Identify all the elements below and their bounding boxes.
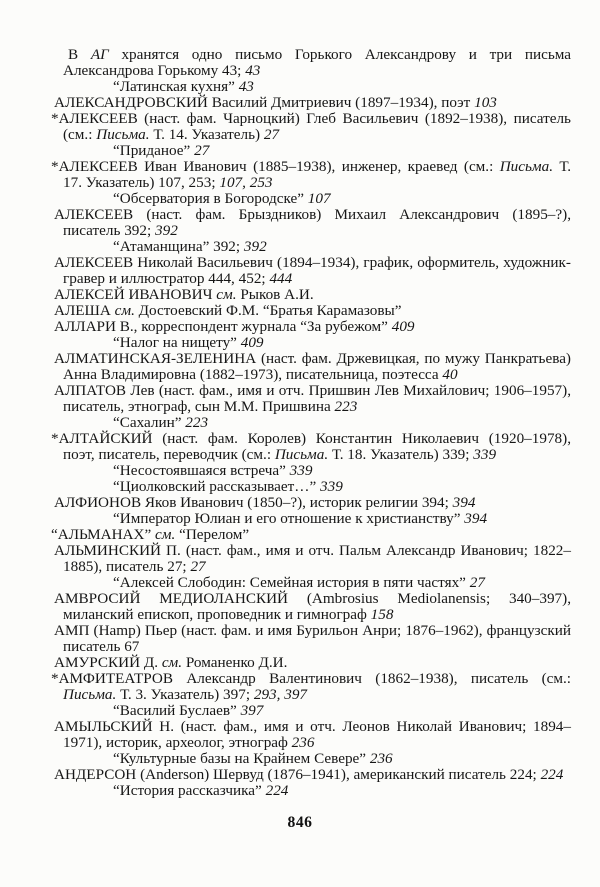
text-run: Рыков А.И. xyxy=(236,286,314,303)
italic-run: 40 xyxy=(442,366,458,383)
text-run: АЛФИОНОВ Яков Иванович (1850–?), историк религии 394; xyxy=(54,494,453,511)
italic-run: см. xyxy=(155,526,176,543)
text-run: “Василий Буслаев” xyxy=(113,702,241,719)
italic-run: 409 xyxy=(240,334,264,351)
italic-run: 103 xyxy=(474,94,497,111)
italic-run: 27 xyxy=(469,574,485,591)
work-title xyxy=(54,143,571,159)
text-run: АНДЕРСОН (Anderson) Шервуд (1876–1941), американский писатель 224; xyxy=(54,766,541,783)
italic-run: 43 xyxy=(238,78,254,95)
italic-run: 409 xyxy=(391,318,415,335)
italic-run: 394 xyxy=(464,510,488,527)
italic-run: 339 xyxy=(289,462,313,479)
italic-run: 43 xyxy=(245,62,261,79)
text-run: “Циолковский рассказывает…” xyxy=(113,478,320,495)
work-title xyxy=(54,479,571,495)
text-run: “Латинская кухня” xyxy=(113,78,239,95)
italic-run: 339 xyxy=(320,478,343,495)
text-run: Т. 3. Указатель) 397; xyxy=(116,686,254,703)
text-run: “Обсерватория в Богородске” xyxy=(113,190,308,207)
italic-run: см. xyxy=(216,286,237,303)
text-run: АЛЛАРИ В., корреспондент журнала “За рубежом” xyxy=(54,318,392,335)
italic-run: АГ xyxy=(90,46,109,63)
text-run: Достоевский Ф.М. “Братья Карамазовы” xyxy=(134,302,402,319)
italic-run: 223 xyxy=(334,398,358,415)
italic-run: 397 xyxy=(240,702,264,719)
italic-run: 339 xyxy=(473,446,497,463)
italic-run: 107 xyxy=(307,190,331,207)
index-entry xyxy=(54,287,571,303)
index-entry xyxy=(54,319,571,335)
index-entry xyxy=(54,207,571,239)
index-entry xyxy=(51,158,571,191)
text-run: “Атаманщина” 392; xyxy=(113,238,244,255)
italic-run: Письма. xyxy=(63,686,117,703)
index-entry xyxy=(54,495,571,511)
text-run: “Сахалин” xyxy=(113,414,186,431)
index-entry xyxy=(51,526,571,543)
index-entry xyxy=(54,767,571,783)
index-entry xyxy=(54,591,571,623)
italic-run: см. xyxy=(114,302,135,319)
text-run: АМП (Hamp) Пьер (наст. фам. и имя Бурильон Анри; 1876–1962), французский писатель 67 xyxy=(54,622,571,655)
text-run: хранятся одно письмо Горького Александрову и три письма Александрова Горькому 43; xyxy=(63,46,571,79)
text-run: *АМФИТЕАТРОВ Александр Валентинович (1862–1938), писатель (см.: xyxy=(51,670,571,687)
work-title xyxy=(54,783,571,799)
italic-run: Письма. xyxy=(499,158,554,175)
italic-run: 236 xyxy=(291,734,315,751)
text-run: В xyxy=(68,46,91,63)
italic-run: 394 xyxy=(452,494,476,511)
text-run: “Алексей Слободин: Семейная история в пяти частях” xyxy=(113,574,470,591)
index-entry xyxy=(51,110,571,143)
italic-run: 392 xyxy=(155,222,178,239)
text-run: Т. 17. Указатель) 107, 253; xyxy=(63,158,571,191)
italic-run: 27 xyxy=(190,558,206,575)
work-title xyxy=(54,575,571,591)
index-text-block xyxy=(51,46,571,799)
index-entry xyxy=(51,430,571,463)
work-title xyxy=(54,191,571,207)
text-run: АЛМАТИНСКАЯ-ЗЕЛЕНИНА (наст. фам. Држевицкая, по мужу Панкратьева) Анна Владимировна (1882–1973), писательница, поэтесса xyxy=(54,350,571,383)
work-title xyxy=(54,239,571,255)
italic-run: см. xyxy=(161,654,183,671)
italic-run: Письма. xyxy=(274,446,329,463)
italic-run: 293, 397 xyxy=(253,686,307,703)
text-run: АЛЬМИНСКИЙ П. (наст. фам., имя и отч. Пальм Александр Иванович; 1822–1885), писатель 27; xyxy=(54,542,571,575)
index-entry xyxy=(51,670,571,703)
italic-run: 27 xyxy=(263,126,280,143)
text-run: АЛПАТОВ Лев (наст. фам., имя и отч. Пришвин Лев Михайлович; 1906–1957), писатель, этнограф, сын М.М. Пришвина xyxy=(54,382,571,415)
text-run: Т. 14. Указатель) xyxy=(149,126,264,143)
text-run: Романенко Д.И. xyxy=(182,654,288,671)
italic-run: 444 xyxy=(269,270,293,287)
work-title xyxy=(54,751,571,767)
index-entry xyxy=(54,543,571,575)
text-run: АМУРСКИЙ Д. xyxy=(54,654,162,671)
text-run: Т. 18. Указатель) 339; xyxy=(328,446,474,463)
text-run: “Перелом” xyxy=(175,526,250,543)
text-run: АМВРОСИЙ МЕДИОЛАНСКИЙ (Ambrosius Mediolanensis; 340–397), миланский епископ, проповедник и гимнограф xyxy=(54,590,571,623)
text-run: “Налог на нищету” xyxy=(113,334,241,351)
index-entry xyxy=(54,303,571,319)
index-entry xyxy=(54,719,571,751)
text-run: АЛЕША xyxy=(54,302,115,319)
text-run: *АЛТАЙСКИЙ (наст. фам. Королев) Константин Николаевич (1920–1978), поэт, писатель, переводчик (см.: xyxy=(51,430,571,463)
index-entry xyxy=(54,255,571,287)
index-entry xyxy=(54,655,571,671)
italic-run: 392 xyxy=(243,238,267,255)
work-title xyxy=(54,335,571,351)
italic-run: 27 xyxy=(194,142,210,159)
text-run: *АЛЕКСЕЕВ Иван Иванович (1885–1938), инженер, краевед (см.: xyxy=(51,158,500,175)
text-run: “АЛЬМАНАХ” xyxy=(51,526,156,543)
text-run: “Приданое” xyxy=(113,142,195,159)
italic-run: 158 xyxy=(370,606,394,623)
text-run: *АЛЕКСЕЕВ (наст. фам. Чарноцкий) Глеб Васильевич (1892–1938), писатель (см.: xyxy=(51,110,571,143)
italic-run: 224 xyxy=(540,766,564,783)
work-title xyxy=(54,79,571,95)
text-run: АЛЕКСАНДРОВСКИЙ Василий Дмитриевич (1897–1934), поэт xyxy=(54,94,475,111)
text-run: АЛЕКСЕЕВ Николай Васильевич (1894–1934), график, оформитель, художник-гравер и иллюстратор 444, 452; xyxy=(54,254,571,287)
italic-run: Письма. xyxy=(96,126,150,143)
index-entry xyxy=(54,383,571,415)
index-entry xyxy=(54,95,571,111)
page-number: 846 xyxy=(287,814,313,831)
text-run: “Культурные базы на Крайнем Севере” xyxy=(113,750,370,767)
text-run: “Император Юлиан и его отношение к христианству” xyxy=(113,510,465,527)
work-title xyxy=(54,463,571,479)
italic-run: 236 xyxy=(369,750,393,767)
work-title xyxy=(54,415,571,431)
italic-run: 223 xyxy=(185,414,209,431)
italic-run: 224 xyxy=(265,782,289,799)
index-entry xyxy=(54,623,571,655)
text-run: “Несостоявшаяся встреча” xyxy=(113,462,290,479)
entry-continuation xyxy=(54,47,571,79)
text-run: “История рассказчика” xyxy=(113,782,266,799)
text-run: АЛЕКСЕЕВ (наст. фам. Брыздников) Михаил Александрович (1895–?), писатель 392; xyxy=(54,206,571,239)
text-run: АМЫЛЬСКИЙ Н. (наст. фам., имя и отч. Леонов Николай Иванович; 1894–1971), историк, археолог, этнограф xyxy=(54,718,571,751)
text-run: АЛЕКСЕЙ ИВАНОВИЧ xyxy=(54,286,217,303)
work-title xyxy=(54,511,571,527)
italic-run: 107, 253 xyxy=(219,174,273,191)
work-title xyxy=(54,703,571,719)
index-entry xyxy=(54,351,571,383)
